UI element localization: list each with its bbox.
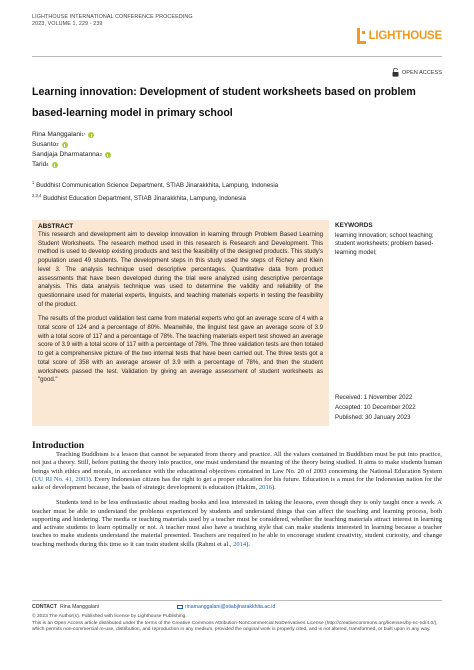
author-item — [32, 150, 111, 160]
article-title: Learning innovation: Development of student worksheets based on problem based-learning model in primary school — [32, 86, 416, 119]
open-access-badge[interactable] — [392, 68, 442, 77]
author-name: Susanto — [32, 141, 57, 148]
abstract-heading: ABSTRACT — [38, 223, 74, 230]
logo-text: LIGHTHOUSE — [368, 30, 442, 42]
introduction-body — [32, 451, 442, 549]
introduction-paragraph: Teaching Buddhism is a lesson that cannot be separated from theory and practice. All the values contained in Buddhism must be put into practice, not just a theory. Still, before putting the theory into practice, one must understand the meaning of the theory being studied. It aims to make students human beings with ethics and morals, in accordance with the educational objectives contained in Law No. 20 of 2003 concerning the National Education System (UU RI No. 41, 2003). Every Indonesian citizen has the right to get a proper education for his future. Education is a must for the Indonesian nation for the sake of development because, the basis of strategic development is education (Hakim, 2016). — [32, 451, 442, 491]
contact-name: Rina Manggalani — [59, 604, 99, 610]
contact-label: CONTACT — [32, 604, 57, 610]
keywords-section — [335, 222, 445, 257]
keywords-heading: KEYWORDS — [335, 222, 373, 229]
introduction-heading: Introduction — [32, 440, 85, 451]
received-date: Received: 1 November 2022 — [335, 394, 413, 401]
author-item — [32, 130, 111, 140]
keywords-text: learning innovation; school teaching; student worksheets; problem based-learning model; — [335, 231, 434, 256]
copyright-notice — [32, 614, 442, 634]
orcid-icon[interactable] — [88, 132, 94, 138]
article-dates — [335, 393, 445, 422]
journal-name: LIGHTHOUSE INTERNATIONAL CONFERENCE PROCEEDING — [32, 14, 193, 20]
lighthouse-logo-icon — [357, 28, 366, 44]
abstract-section — [32, 220, 329, 426]
author-sup: 4 — [46, 162, 49, 167]
author-name: Rina Manggalani — [32, 131, 82, 138]
author-sup: 1* — [81, 132, 86, 137]
journal-volume: 2023, VOLUME 1, 229 - 239 — [32, 21, 103, 27]
abstract-paragraph: The results of the product validation test came from material experts who got an average score of 4 with a total score of 124 and a percentage of 80%. Meanwhile, the linguist test gave an average score of 3.9 with a total score of 117 and a percentage of 78%. The teaching materials expert test showed an average score of 3.9 with a total score of 117 with a percentage of 78%. The three validation tests are then totaled to get a comprehensive picture of the two internal tests that have been carried out. The three tests got a total score of 358 with an average answer of 3.9 with a percentage of 78%, and then the student worksheets passed the test. Validation by giving an average assessment of student worksheets as "good." — [38, 315, 323, 384]
introduction-paragraph: Students tend to be less enthusiastic about reading books and less interested in taking the lessons, even though they is only taught once a week. A teacher must be able to understand the problems experienced by students and understand things that can affect the teaching and learning process, both supporting and hindering. The media or teaching materials used by a teacher must be considered, whether the teaching materials attract interest in learning and activate students to learn optimally or not. A teacher must also have a teaching style that can make students interested in learning because a teacher teaches to make students understand the material presented. Teachers are required to be able to encourage student creativity, student curiosity, and change teaching methods during this time so it can train student skills (Rahmi et al., 2014). — [32, 499, 442, 548]
author-name: Sandjaja Dharmatanna — [32, 151, 100, 158]
header-divider — [32, 56, 442, 57]
publisher-logo — [357, 28, 442, 44]
open-access-label: OPEN ACCESS — [401, 69, 442, 76]
orcid-icon[interactable] — [62, 142, 68, 148]
citation-link[interactable]: 2016 — [258, 484, 272, 491]
affiliation-item: $^1$ Buddhist Communication Science Department, STIAB Jinarakkhita, Lampung, Indonesia — [32, 180, 279, 190]
author-sup: 2 — [56, 142, 59, 147]
accepted-date: Accepted: 10 December 2022 — [335, 403, 416, 411]
license-text: This is an Open Access article distributed under the terms of the Creative Commons Attribution-NonCommercial NoDerivatives License (http://creativecommons.org/licenses/by-nc-nd/4.0/), which permits non-commercial re-use, distribution, and reproduction in any medium, provided the original work is properly cited, and is not altered, transformed, or built upon in any way. — [32, 620, 438, 633]
footer-divider — [32, 600, 442, 601]
author-name: Tarid — [32, 161, 47, 168]
contact-email[interactable] — [177, 604, 275, 610]
mail-icon — [177, 605, 183, 609]
copyright-line: © 2023 The Author(s). Published with license by Lighthouse Publishing. — [32, 614, 187, 619]
author-sup: 3 — [99, 152, 102, 157]
email-text: rinamanggalani@stiabjinarakkhita.ac.id — [185, 604, 276, 610]
published-date: Published: 30 January 2023 — [335, 413, 411, 421]
citation-link[interactable]: 2014 — [233, 540, 247, 548]
author-item — [32, 140, 111, 150]
abstract-paragraph: This research and development aim to develop innovation in learning through Problem Based Learning Student Worksheets. The research method used in this research is Research and Development. This method is used to develop existing products and test the feasibility of the designed products. This study's population used 49 students. The development steps in this study used the steps of Richey and Klein level 3. The analysis technique used descriptive percentages. Quantitative data from product assessments that have been developed during the trial were analyzed using descriptive percentage analysis. This data analysis technique was used to determine the validity and reliability of the questionnaire used for material experts, linguists, and teaching materials experts in testing the feasibility of the product. — [38, 231, 323, 308]
orcid-icon[interactable] — [52, 162, 58, 168]
journal-header — [32, 14, 442, 54]
contact-line — [32, 604, 442, 610]
affiliation-item: $^{2,3,4}$ Buddhist Education Department, STIAB Jinarakkhita, Lampung, Indonesia — [32, 192, 246, 202]
author-item — [32, 160, 111, 170]
affiliation-list — [32, 178, 278, 203]
orcid-icon[interactable] — [105, 152, 111, 158]
open-lock-icon — [392, 68, 399, 77]
citation-link[interactable]: UU RI No. 41, 2003 — [34, 475, 89, 483]
author-list — [32, 130, 111, 170]
